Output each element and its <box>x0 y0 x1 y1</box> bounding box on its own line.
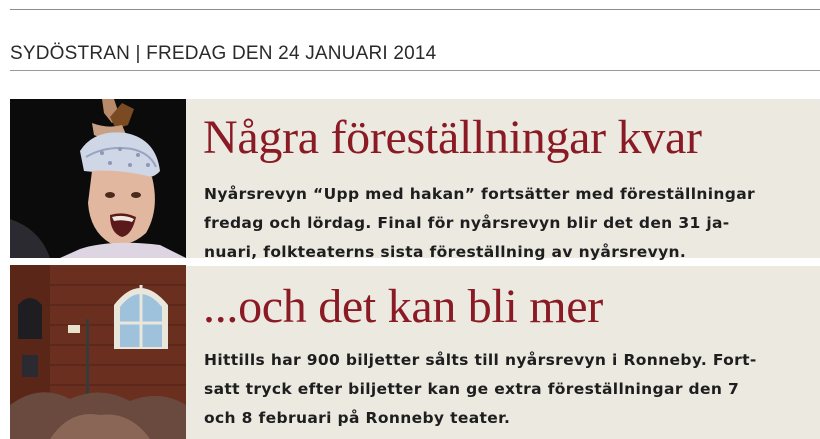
dateline: SYDÖSTRAN | FREDAG DEN 24 JANUARI 2014 <box>10 43 437 64</box>
performer-image <box>10 99 186 258</box>
body-line: satt tryck efter biljetter kan ge extra föreställningar den 7 <box>204 380 740 398</box>
body-line: Hittills har 900 biljetter sålts till nyårsrevyn i Ronneby. Fort- <box>204 351 757 369</box>
headline-2: ...och det kan bli mer <box>203 280 603 333</box>
top-divider <box>10 9 820 10</box>
theater-building-photo <box>10 265 186 439</box>
building-image <box>10 265 186 439</box>
body-line: nuari, folkteaterns sista föreställning av nyårsrevyn. <box>204 243 687 261</box>
performer-photo <box>10 99 186 258</box>
dateline-divider <box>10 70 820 71</box>
body-line: fredag och lördag. Final för nyårsrevyn blir det den 31 ja- <box>204 214 730 232</box>
headline-1: Några föreställningar kvar <box>203 111 702 164</box>
body-line: Nyårsrevyn “Upp med hakan” fortsätter med föreställningar <box>204 185 756 203</box>
article-body-1 <box>204 180 755 267</box>
body-line: och 8 februari på Ronneby teater. <box>204 409 511 427</box>
article-body-2 <box>204 346 757 433</box>
